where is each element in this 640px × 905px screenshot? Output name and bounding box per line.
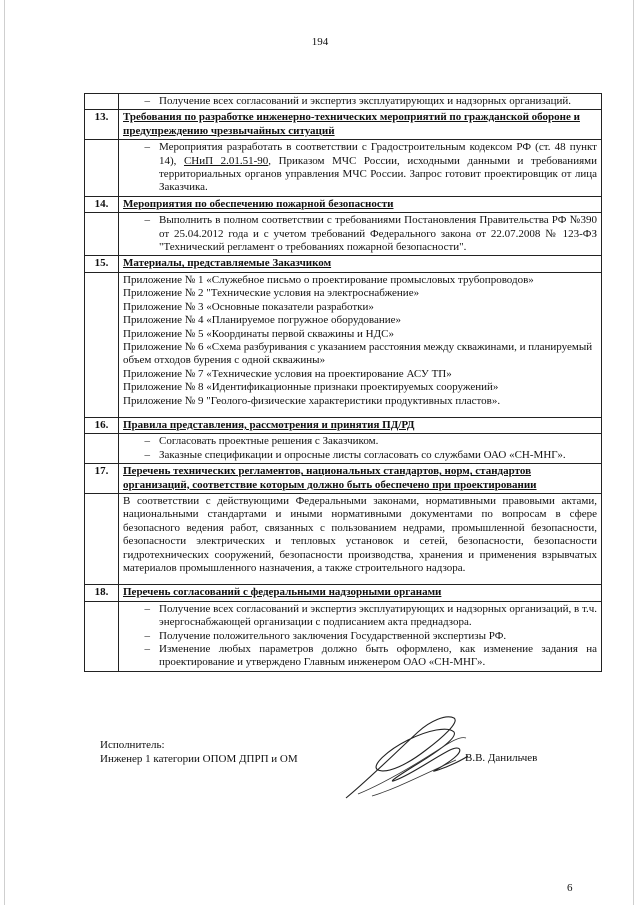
- section-number: [85, 140, 119, 197]
- dash-text: Получение всех согласований и экспертиз эксплуатирующих и надзорных организаций.: [159, 95, 572, 107]
- executor-name: В.В. Данильчев: [465, 752, 538, 764]
- section-content: [119, 140, 602, 197]
- section-number: [85, 94, 119, 110]
- section-title: Мероприятия по обеспечению пожарной безопасности: [119, 196, 602, 212]
- section-content-row: [85, 213, 602, 256]
- section-number: [85, 601, 119, 671]
- section-content-row: [85, 434, 602, 464]
- section-content: [119, 94, 602, 110]
- section-title: Перечень согласований с федеральными надзорными органами: [119, 585, 602, 601]
- requirements-table: [84, 93, 602, 672]
- section-number: 15.: [85, 256, 119, 272]
- executor-block: [100, 738, 298, 766]
- dash-item: [123, 630, 597, 643]
- dash-item: [123, 95, 597, 108]
- section-title: Требования по разработке инженерно-технических мероприятий по гражданской обороне и предупреждению чрезвычайных ситуаций: [119, 110, 602, 140]
- dash-bullet: –: [144, 141, 150, 154]
- dash-text: Получение положительного заключения Государственной экспертизы РФ.: [159, 629, 507, 642]
- dash-text: Изменение любых параметров должно быть оформлено, как изменение задания на проектирование и утверждено Главным инженером ОАО «СН-МНГ».: [159, 643, 597, 669]
- section-content: [119, 434, 602, 464]
- section-header-row: [85, 585, 602, 601]
- section-content-row: [85, 94, 602, 110]
- dash-bullet: –: [144, 602, 150, 615]
- appendix-item: Приложение № 3 «Основные показатели разработки»: [123, 300, 374, 313]
- section-header-row: [85, 110, 602, 140]
- dash-item: [123, 643, 597, 670]
- section-content-row: [85, 272, 602, 417]
- snip-reference: СНиП 2.01.51-90: [183, 154, 269, 167]
- section-content: [119, 493, 602, 584]
- section-header-row: [85, 464, 602, 494]
- dash-bullet: –: [144, 629, 150, 642]
- handwritten-signature: [338, 710, 473, 805]
- dash-item: [123, 141, 597, 195]
- dash-item: [123, 603, 597, 630]
- dash-text: Согласовать проектные решения с Заказчиком.: [159, 435, 379, 448]
- text-after-link: , Приказом МЧС России, исходными данными и требованиями территориальных органов управления МЧС России. Запрос готовит проектировщик от лица Заказчика.: [159, 154, 597, 194]
- executor-position: Инженер 1 категории ОПОМ ДПРП и ОМ: [100, 753, 298, 765]
- section-number: 16.: [85, 417, 119, 433]
- dash-bullet: –: [144, 643, 150, 656]
- dash-item: [123, 214, 597, 254]
- appendix-item: Приложение № 5 «Координаты первой скважины и НДС»: [123, 327, 394, 340]
- dash-item: [123, 435, 597, 448]
- dash-text: Получение всех согласований и экспертиз эксплуатирующих и надзорных организаций, в т.ч. энергоснабжающей организации с подписанием акта преднадзора.: [159, 602, 597, 629]
- dash-bullet: –: [144, 214, 150, 227]
- right-page-edge: [633, 0, 634, 905]
- appendix-item: Приложение № 7 «Технические условия на проектирование АСУ ТП»: [123, 367, 452, 380]
- section-number: 18.: [85, 585, 119, 601]
- section-header-row: [85, 417, 602, 433]
- section-number: 13.: [85, 110, 119, 140]
- dash-text: Выполнить в полном соответствии с требованиями Постановления Правительства РФ №390 от 25.04.2012 года и с учетом требований Федерального закона от 22.07.2008 № 123-ФЗ "Технический регламент о требованиях пожарной безопасности".: [159, 214, 597, 254]
- section-header-row: [85, 196, 602, 212]
- section-content-row: [85, 493, 602, 584]
- dash-bullet: –: [144, 448, 150, 461]
- section-number: 17.: [85, 464, 119, 494]
- appendix-item: Приложение № 6 «Схема разбуривания с указанием расстояния между скважинами, и планируемый объем отходов бурения с одной скважины»: [123, 340, 593, 367]
- spacer: [123, 408, 597, 416]
- dash-text: [159, 141, 597, 195]
- section-title: Материалы, представляемые Заказчиком: [119, 256, 602, 272]
- corner-mark: 6: [567, 882, 573, 894]
- section-content: [119, 272, 602, 417]
- section-content-row: [85, 601, 602, 671]
- dash-item: [123, 449, 597, 462]
- section-header-row: [85, 256, 602, 272]
- section-content-row: [85, 140, 602, 197]
- appendix-item: Приложение № 8 «Идентификационные признаки проектируемых сооружений»: [123, 381, 499, 394]
- spacer: [123, 575, 597, 583]
- page-number: 194: [311, 36, 329, 48]
- section-number: [85, 434, 119, 464]
- dash-bullet: –: [144, 435, 150, 448]
- section-content: [119, 601, 602, 671]
- section-number: [85, 493, 119, 584]
- section-title: Перечень технических регламентов, национальных стандартов, норм, стандартов организаций, соответствие которым должно быть обеспечено при проектировании: [119, 464, 602, 494]
- dash-text: Заказные спецификации и опросные листы согласовать со службами ОАО «СН-МНГ».: [159, 448, 566, 461]
- executor-label: Исполнитель:: [100, 739, 165, 751]
- appendix-item: Приложение № 4 «Планируемое погружное оборудование»: [123, 314, 401, 327]
- text-before-link: Мероприятия разработать в соответствии с Градостроительным кодексом РФ (ст. 48 пункт 14),: [159, 141, 597, 167]
- section-number: [85, 272, 119, 417]
- section-title: Правила представления, рассмотрения и принятия ПД/РД: [119, 417, 602, 433]
- left-page-edge: [4, 0, 5, 905]
- section-content: [119, 213, 602, 256]
- appendix-item: Приложение № 2 "Технические условия на электроснабжение»: [123, 287, 420, 300]
- appendix-item: Приложение № 9 "Геолого-физические характеристики продуктивных пластов».: [123, 394, 501, 407]
- section-number: 14.: [85, 196, 119, 212]
- dash-bullet: –: [144, 95, 150, 107]
- appendix-item: Приложение № 1 «Служебное письмо о проектирование промысловых трубопроводов»: [123, 273, 534, 286]
- paragraph-text: В соответствии с действующими Федеральными законами, нормативными правовыми актами, национальными стандартами и иными нормативными документами по вопросам в сфере безопасного ведения работ, связанных с пользованием недрами, промышленной безопасности, безопасности электрических и тепловых установок и сетей, безопасности, безопасности гидротехнических сооружений, безопасности производства, хранения и применения взрывчатых материалов промышленного назначения, а также строительного надзора.: [123, 494, 597, 574]
- section-number: [85, 213, 119, 256]
